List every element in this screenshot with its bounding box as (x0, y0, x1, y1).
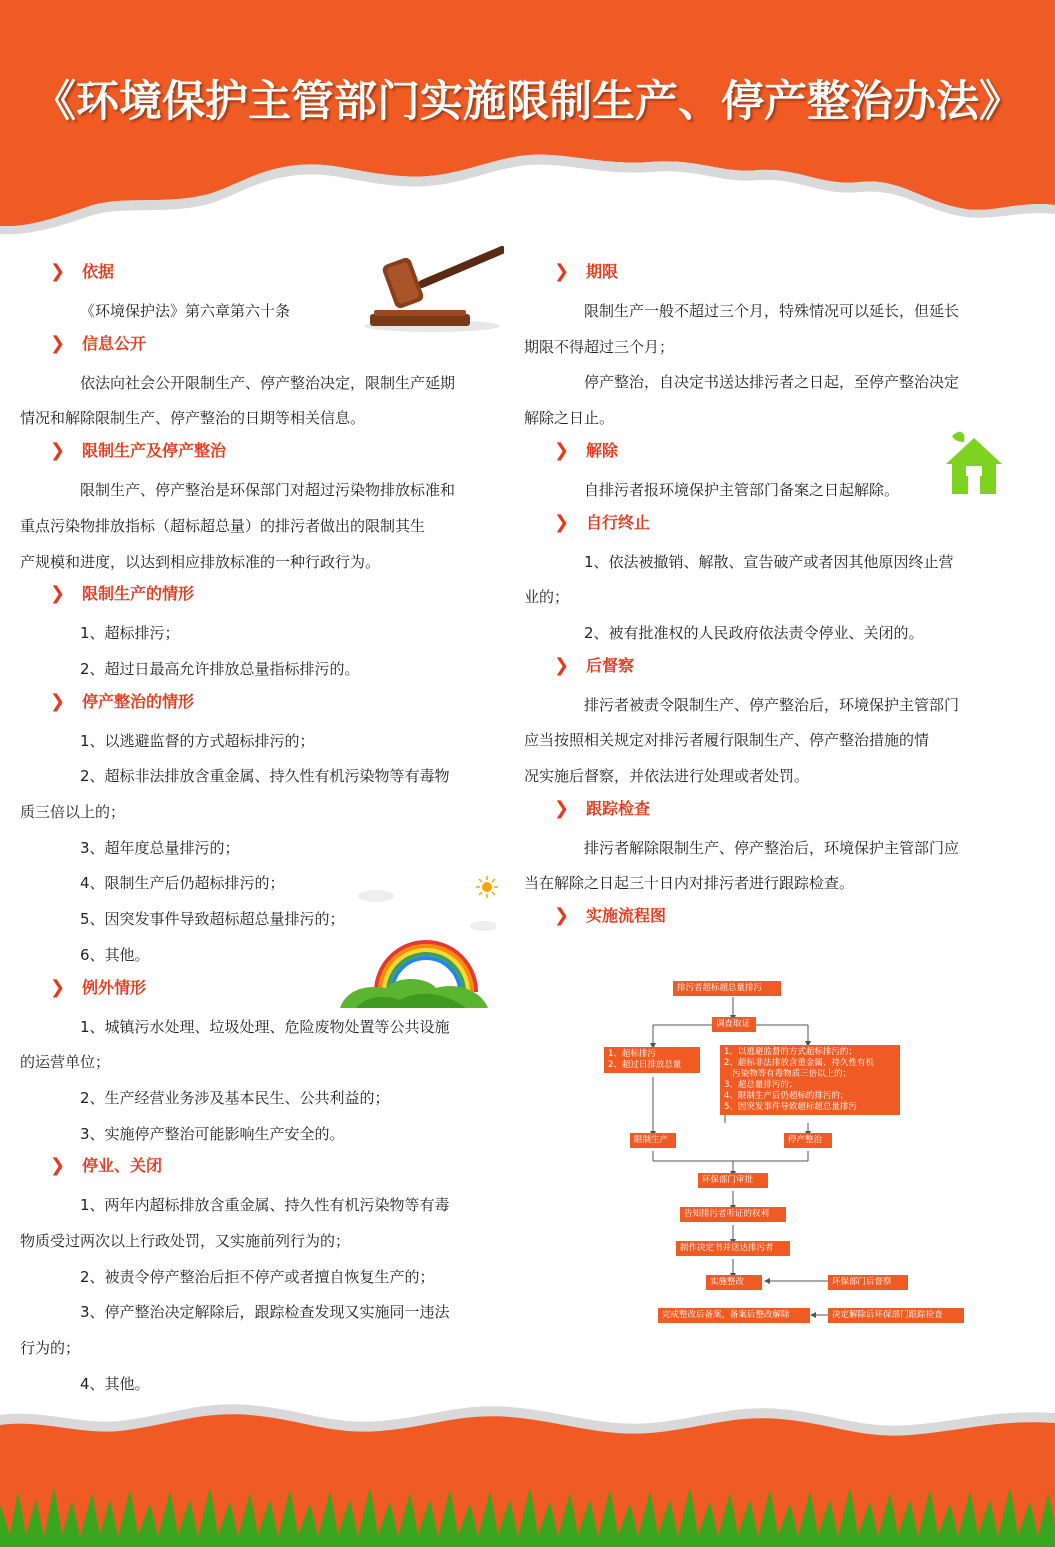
chevron-right-icon: ❯ (50, 976, 66, 998)
section-release (554, 437, 1010, 509)
section-exceptions (20, 974, 506, 1153)
list-item: 3、停产整治决定解除后，跟踪检查发现又实施同一违法 行为的； (20, 1303, 450, 1358)
chevron-right-icon: ❯ (50, 1155, 66, 1177)
list-item: 1、两年内超标排放含重金属、持久性有机污染物等有毒 物质受过两次以上行政处罚，又实施前列行为的； (20, 1196, 450, 1251)
flow-notify: 告知排污者听证的权利 (680, 1207, 786, 1222)
flow-track: 决定解除后环保部门跟踪检查 (828, 1308, 964, 1323)
section-heading: ❯ 限制生产的情形 (50, 580, 506, 616)
paragraph: 依法向社会公开限制生产、停产整治决定，限制生产延期 情况和解除限制生产、停产整治的日期等相关信息。 (20, 373, 456, 428)
right-column (524, 258, 1010, 938)
left-column (20, 258, 506, 1403)
section-termination (524, 509, 1010, 652)
section-post-supervision (524, 652, 1010, 795)
chevron-right-icon: ❯ (554, 511, 570, 533)
section-heading: ❯ 实施流程图 (554, 902, 1010, 938)
chevron-right-icon: ❯ (50, 261, 66, 282)
list-item: 2、超过日最高允许排放总量指标排污的。 (80, 659, 360, 678)
chevron-right-icon: ❯ (50, 583, 66, 605)
section-basis (50, 258, 506, 330)
paragraph: 《环境保护法》第六章第六十条 (80, 302, 291, 320)
paragraph: 限制生产、停产整治是环保部门对超过污染物排放标准和 重点污染物排放指标（超标超总量）的排污者做出的限制其生 产规模和进度，以达到相应排放标准的一种行政行为。 (20, 481, 456, 571)
section-heading: ❯ 跟踪检查 (554, 795, 1010, 831)
section-heading: ❯ 期限 (554, 258, 1010, 294)
list-item: 1、城镇污水处理、垃圾处理、危险废物处置等公共设施 的运营单位； (20, 1017, 450, 1072)
section-closure (20, 1152, 506, 1402)
chevron-right-icon: ❯ (554, 654, 570, 676)
chevron-right-icon: ❯ (50, 690, 66, 712)
list-item: 4、其他。 (80, 1374, 150, 1393)
list-item: 2、超标非法排放含重金属、持久性有机污染物等有毒物 质三倍以上的； (20, 767, 450, 822)
list-item: 3、实施停产整治可能影响生产安全的。 (80, 1124, 345, 1143)
flow-investigate: 调查取证 (712, 1017, 756, 1032)
list-item: 1、超标排污； (80, 624, 180, 643)
chevron-right-icon: ❯ (50, 332, 66, 354)
section-info-disclosure (20, 330, 506, 437)
list-item: 3、超年度总量排污的； (80, 838, 240, 857)
section-heading: ❯ 例外情形 (50, 974, 506, 1010)
section-heading: ❯ 停产整治的情形 (50, 688, 506, 724)
flowchart (600, 975, 980, 1335)
flow-limit: 限制生产 (630, 1133, 676, 1148)
flow-stop: 停产整治 (784, 1133, 832, 1148)
list-item: 4、限制生产后仍超标排污的； (80, 874, 285, 893)
flowchart-connectors (600, 975, 980, 1335)
list-item: 5、因突发事件导致超标超总量排污的； (80, 910, 345, 929)
paragraph: 排污者解除限制生产、停产整治后，环境保护主管部门应 当在解除之日起三十日内对排污者进行跟踪检查。 (524, 838, 960, 893)
section-flowchart (554, 902, 1010, 938)
flow-decision: 制作决定书并送达排污者 (676, 1241, 790, 1256)
chevron-right-icon: ❯ (554, 797, 570, 819)
list-item: 1、以逃避监督的方式超标排污的； (80, 731, 315, 750)
section-heading: ❯ 信息公开 (50, 330, 506, 366)
list-item: 2、生产经营业务涉及基本民生、公共利益的； (80, 1088, 390, 1107)
flow-stop-conditions: 1、以逃避监督的方式超标排污的； 2、超标非法排放含重金属、持久性有机 污染物等有毒物质三倍以上的； 3、超总量排污的； 4、限制生产后仍超标的排污的； 5、因突发事件导致超标超总量排污 (720, 1045, 900, 1115)
paragraph: 排污者被责令限制生产、停产整治后，环境保护主管部门 应当按照相关规定对排污者履行限制生产、停产整治措施的情 况实施后督察，并依法进行处理或者处罚。 (524, 695, 960, 786)
section-follow-up (524, 795, 1010, 902)
section-definition (20, 437, 506, 580)
paragraph: 自排污者报环境保护主管部门备案之日起解除。 (584, 480, 900, 499)
paragraph: 限制生产一般不超过三个月，特殊情况可以延长，但延长 期限不得超过三个月； (524, 302, 960, 356)
section-heading: ❯ 依据 (50, 258, 506, 294)
list-item: 2、被责令停产整治后拒不停产或者擅自恢复生产的； (80, 1267, 435, 1286)
list-item: 2、被有批准权的人民政府依法责令停业、关闭的。 (584, 623, 924, 642)
list-item: 1、依法被撤销、解散、宣告破产或者因其他原因终止营 业的； (524, 552, 954, 607)
paragraph: 停产整治，自决定书送达排污者之日起，至停产整治决定 解除之日止。 (524, 373, 960, 428)
section-heading: ❯ 后督察 (554, 652, 1010, 688)
section-limit-cases (50, 580, 506, 687)
section-heading: ❯ 解除 (554, 437, 1010, 473)
list-item: 6、其他。 (80, 945, 150, 964)
section-heading: ❯ 自行终止 (554, 509, 1010, 545)
section-duration (524, 258, 1010, 437)
section-heading: ❯ 停业、关闭 (50, 1152, 506, 1188)
flow-review: 环保部门审批 (698, 1173, 768, 1188)
section-stop-cases (20, 688, 506, 974)
chevron-right-icon: ❯ (554, 261, 570, 282)
chevron-right-icon: ❯ (554, 905, 570, 927)
flow-start: 排污者超标超总量排污 (673, 981, 781, 996)
bottom-banner (0, 1395, 1055, 1547)
flow-supervise: 环保部门后督察 (828, 1275, 908, 1290)
flow-limit-conditions: 1、超标排污 2、超过日排放总量 (604, 1047, 700, 1073)
chevron-right-icon: ❯ (554, 439, 570, 461)
section-heading: ❯ 限制生产及停产整治 (50, 437, 506, 473)
page-title: 《环境保护主管部门实施限制生产、停产整治办法》 (33, 77, 1022, 127)
flow-complete: 完成整改后备案，备案后整改解除 (658, 1308, 810, 1323)
chevron-right-icon: ❯ (50, 440, 66, 462)
flow-rectify: 实施整改 (706, 1275, 762, 1290)
